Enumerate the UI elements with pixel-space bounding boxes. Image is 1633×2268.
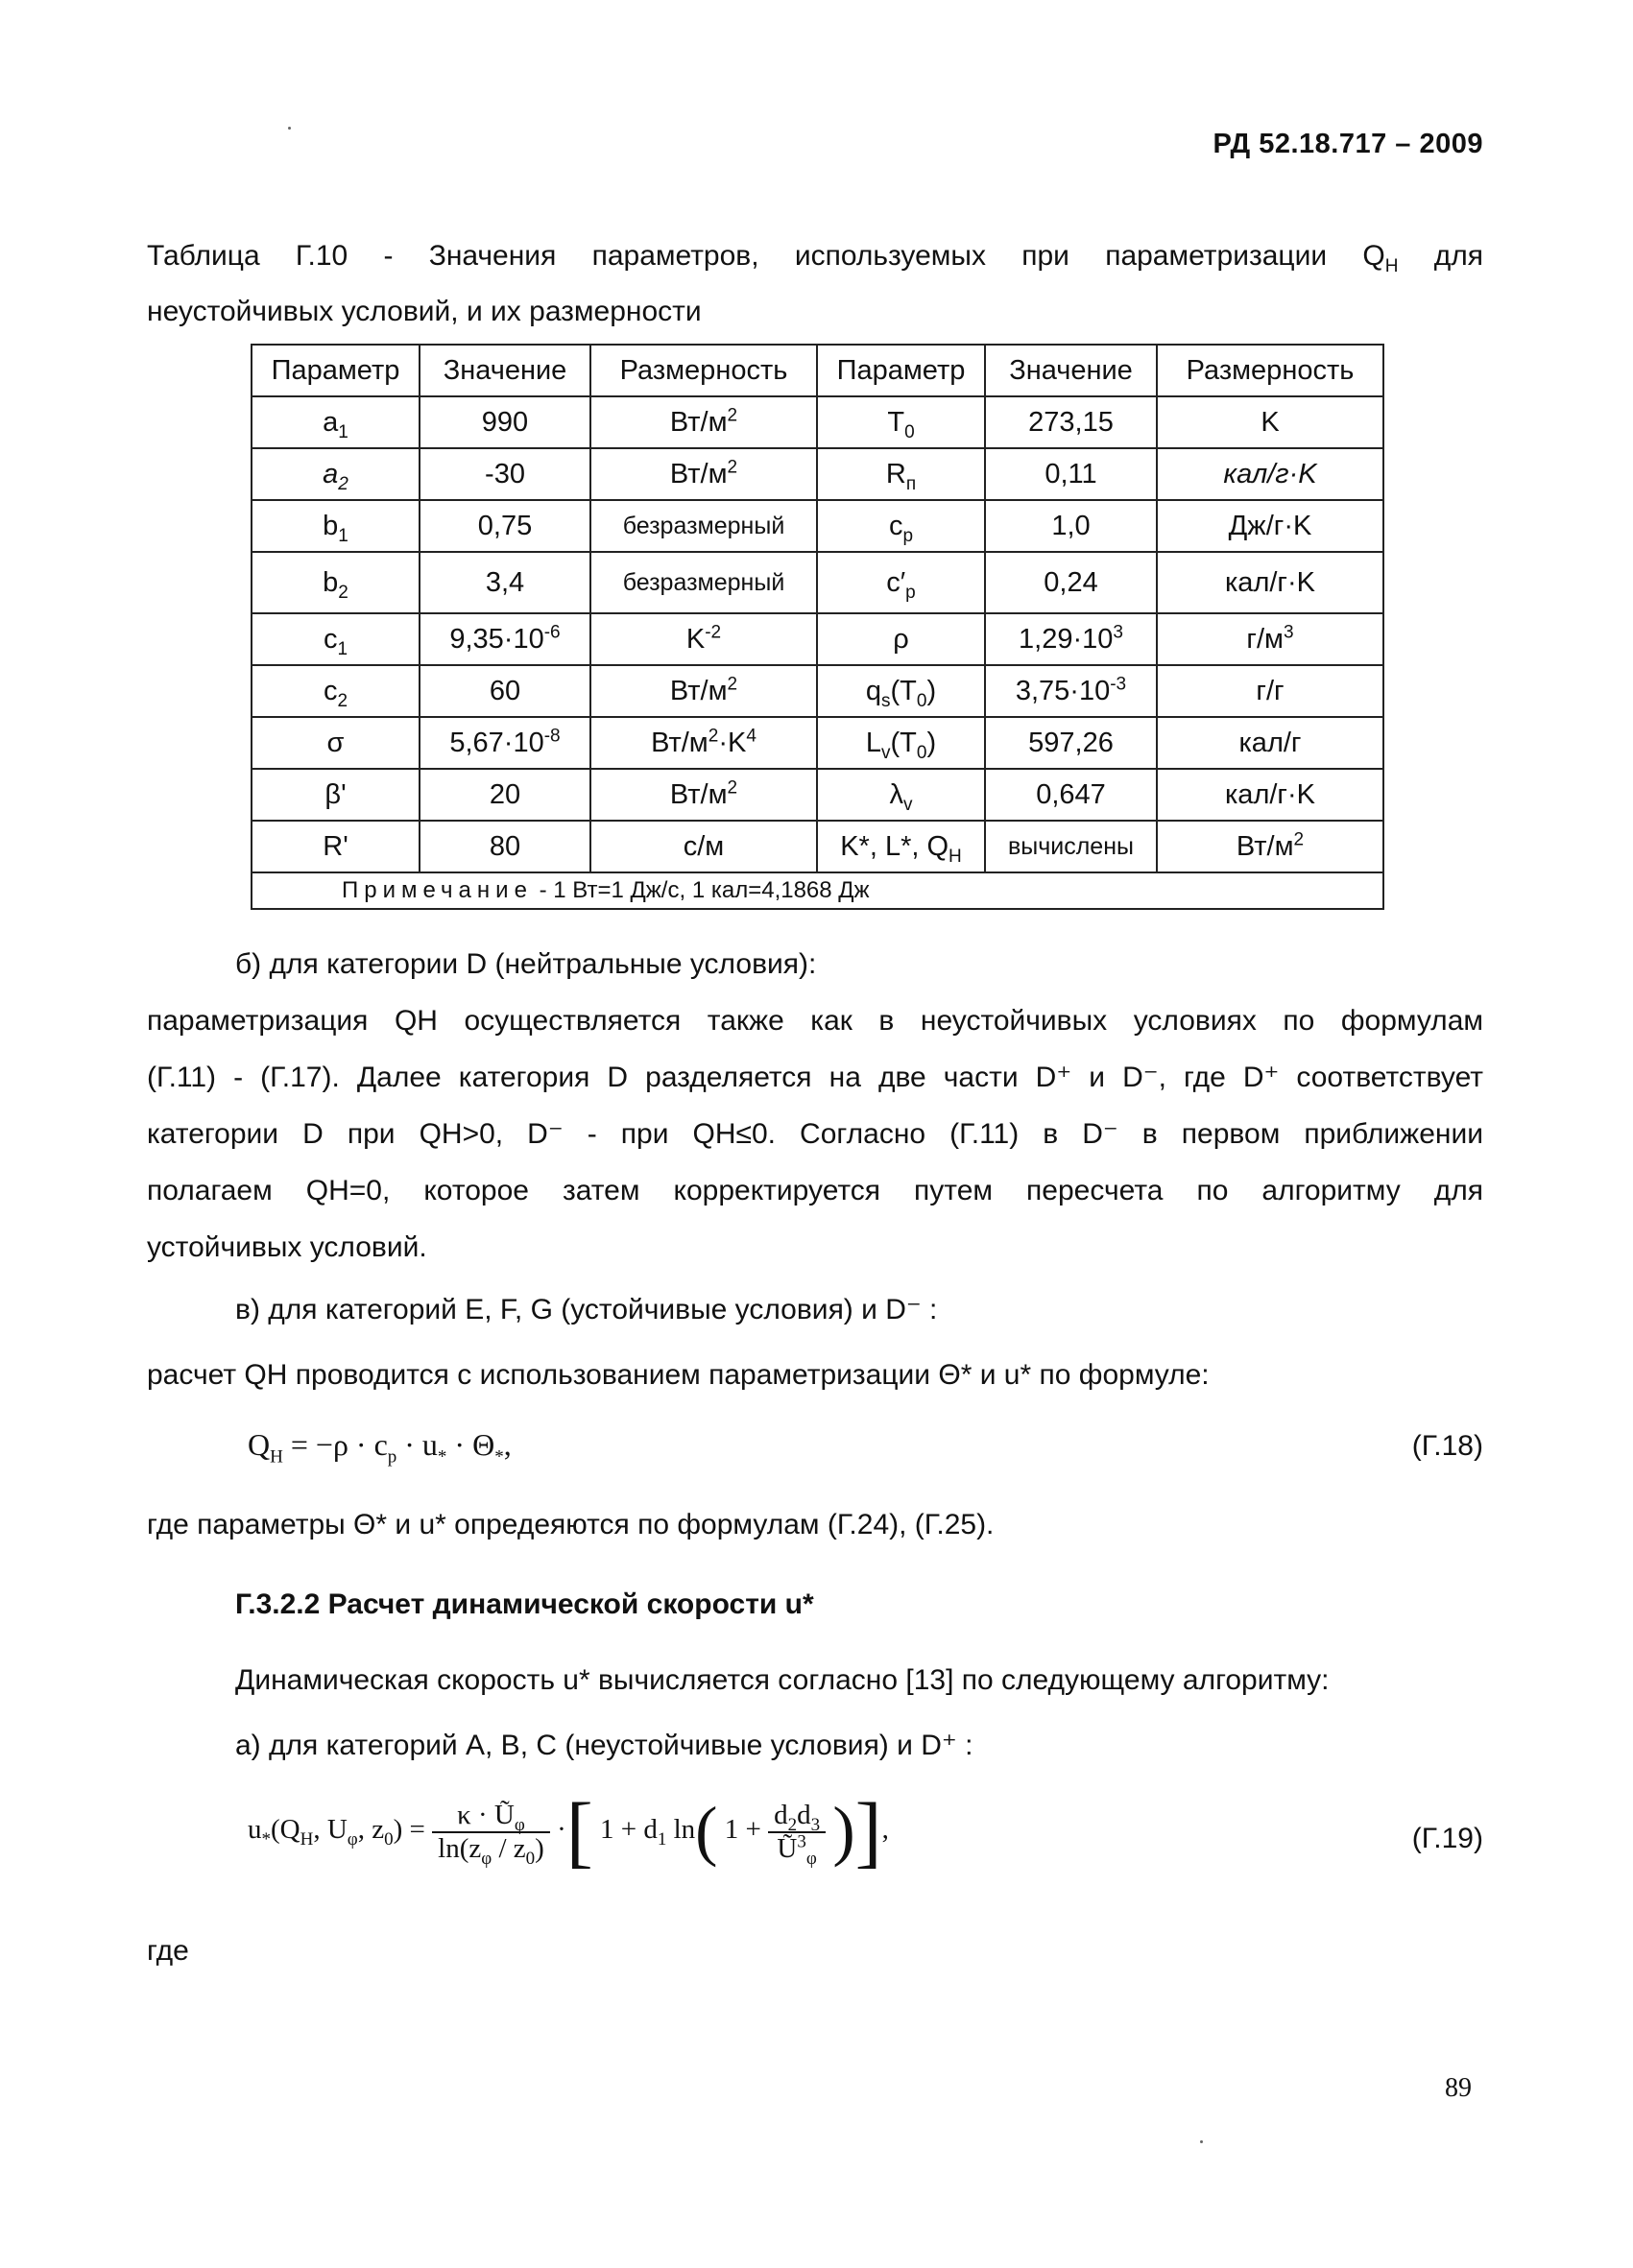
table-note: Примечание - 1 Вт=1 Дж/с, 1 кал=4,1868 Дж [252,872,1383,909]
paragraph-line: (Г.11) - (Г.17). Далее категория D разделяется на две части D⁺ и D⁻, где D⁺ соответствует [147,1062,1483,1093]
value-cell: -30 [420,448,590,500]
paragraph-line: параметризация QН осуществляется также как в неустойчивых условиях по формулам [147,1005,1483,1037]
section-heading: Г.3.2.2 Расчет динамической скорости u* [235,1588,814,1620]
param-cell: $c_2$ [252,665,420,717]
param-cell: $a_1$ [252,396,420,448]
scan-speck [1200,2140,1203,2143]
list-item-v: в) для категорий E, F, G (устойчивые условия) и D⁻ : [235,1294,938,1325]
list-item-a: а) для категорий A, B, C (неустойчивые условия) и D⁺ : [235,1730,973,1761]
param-cell: $c_p$ [817,500,985,552]
table-row [252,665,1383,717]
param-cell: $R_п$ [817,448,985,500]
param-cell: ρ [817,613,985,665]
unit-cell: $Вт/м^2$ [590,396,817,448]
value-cell: 0,11 [985,448,1157,500]
paragraph-line: расчет QН проводится с использованием параметризации Θ* и u* по формуле: [147,1359,1210,1391]
unit-cell: безразмерный [590,552,817,613]
param-cell: $q_s(T_0)$ [817,665,985,717]
value-cell: $5,67\cdot 10^{-8}$ [420,717,590,769]
formula-number: (Г.19) [1411,1823,1483,1854]
header-cell: Параметр [817,345,985,396]
value-cell: 80 [420,821,590,872]
table-row [252,552,1383,613]
paragraph-line: устойчивых условий. [147,1231,427,1263]
formula-g18: $Q_H = -\rho \cdot c_p \cdot u_* \cdot \Theta_*$, [248,1427,512,1468]
table-note-row [252,872,1383,909]
paragraph-line: где параметры Θ* и u* опредеяются по формулам (Г.24), (Г.25). [147,1509,995,1540]
page-number: 89 [1445,2073,1472,2103]
param-cell: σ [252,717,420,769]
table-row [252,448,1383,500]
table-row [252,717,1383,769]
formula-g19: $u_*(Q_H$, $U_\varphi$, $z_0$) = $\frac{\kappa \cdot Ũ_\varphi}{\ln(z_\varphi / z_0)}$ ·[ $1 + d_1$ ln( 1 + $\frac{d_2d_3}{Ũ^3_\varphi}$ )], [248,1787,889,1876]
param-cell: K*, L*, $Q_Н$ [817,821,985,872]
table-row [252,500,1383,552]
value-cell: 0,24 [985,552,1157,613]
unit-cell: $Вт/м^2\cdot K^4$ [590,717,817,769]
unit-cell: $Вт/м^2$ [590,769,817,821]
table-header-row [252,345,1383,396]
value-cell: 0,647 [985,769,1157,821]
param-cell: $L_v(T_0)$ [817,717,985,769]
header-cell: Размерность [1157,345,1383,396]
param-cell: $c'_p$ [817,552,985,613]
parameters-table-wrap [251,344,1382,910]
value-cell: $9,35\cdot 10^{-6}$ [420,613,590,665]
formula-number: (Г.18) [1411,1430,1483,1462]
header-cell: Значение [985,345,1157,396]
header-cell: Размерность [590,345,817,396]
paragraph-line: полагаем QН=0, которое затем корректируется путем пересчета по алгоритму для [147,1175,1483,1206]
unit-cell: безразмерный [590,500,817,552]
unit-cell: с/м [590,821,817,872]
value-cell: 60 [420,665,590,717]
table-row [252,396,1383,448]
param-cell: $b_2$ [252,552,420,613]
header-cell: Параметр [252,345,420,396]
param-cell: R' [252,821,420,872]
unit-cell: Дж/г·K [1157,500,1383,552]
scan-speck [288,127,291,130]
table-row [252,821,1383,872]
value-cell: 3,4 [420,552,590,613]
unit-cell: кал/г·K [1157,448,1383,500]
param-cell: $c_1$ [252,613,420,665]
header-cell: Значение [420,345,590,396]
param-cell: $b_1$ [252,500,420,552]
table-caption-line2: неустойчивых условий, и их размерности [147,296,702,327]
unit-cell: $Вт/м^2$ [590,665,817,717]
param-cell: $a_2$ [252,448,420,500]
value-cell: 0,75 [420,500,590,552]
value-cell: $3,75\cdot 10^{-3}$ [985,665,1157,717]
param-cell: β' [252,769,420,821]
param-cell: $T_0$ [817,396,985,448]
list-item-b: б) для категории D (нейтральные условия): [235,948,817,980]
document-header: РД 52.18.717 – 2009 [1213,129,1483,159]
value-cell: 1,0 [985,500,1157,552]
paragraph-line: где [147,1935,189,1967]
value-cell: 273,15 [985,396,1157,448]
unit-cell: кал/г·K [1157,552,1383,613]
unit-cell: кал/г·K [1157,769,1383,821]
unit-cell: $Вт/м^2$ [590,448,817,500]
unit-cell: K [1157,396,1383,448]
table-caption: Таблица Г.10 - Значения параметров, используемых при параметризации $Q_Н$ для [147,240,1483,276]
table-row [252,613,1383,665]
value-cell: 20 [420,769,590,821]
unit-cell: $Вт/м^2$ [1157,821,1383,872]
param-cell: $\lambda_v$ [817,769,985,821]
value-cell: вычислены [985,821,1157,872]
unit-cell: г/г [1157,665,1383,717]
paragraph-line: категории D при QН>0, D⁻ - при QН≤0. Согласно (Г.11) в D⁻ в первом приближении [147,1118,1483,1150]
unit-cell: $K^{-2}$ [590,613,817,665]
value-cell: $1,29\cdot 10^3$ [985,613,1157,665]
paragraph-line: Динамическая скорость u* вычисляется согласно [13] по следующему алгоритму: [235,1664,1330,1696]
value-cell: 990 [420,396,590,448]
unit-cell: кал/г [1157,717,1383,769]
value-cell: 597,26 [985,717,1157,769]
parameters-table [251,344,1384,910]
unit-cell: $г/м^3$ [1157,613,1383,665]
table-row [252,769,1383,821]
